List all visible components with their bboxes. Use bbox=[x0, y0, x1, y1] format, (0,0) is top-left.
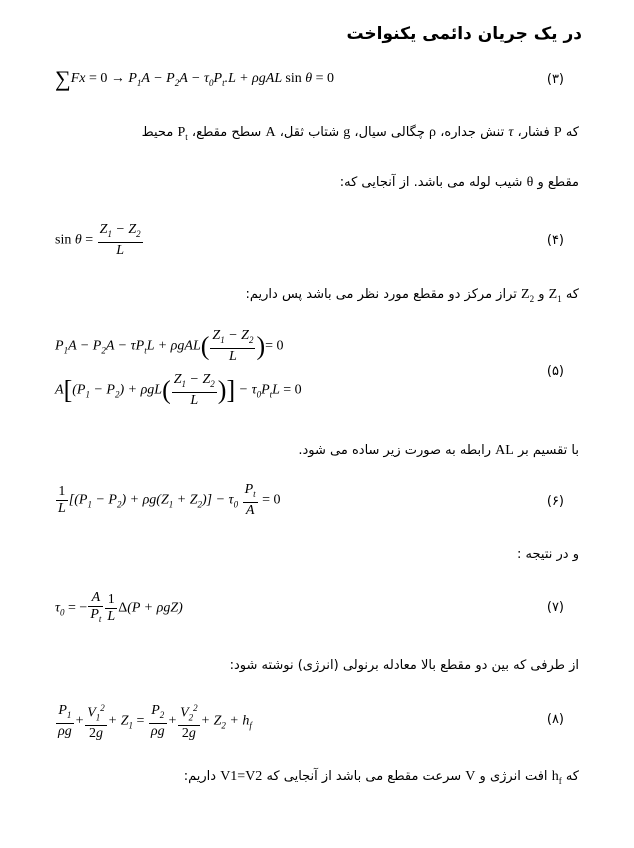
equation-8: $\frac{P_1}{\rho g}$ + $\frac{V_1^2}{2g}$ + $Z_1$ = $\frac{P_2}{\rho g}$ + $\frac{V_2^2}{2g}$ + $Z_2 + h_f$ bbox=[58, 702, 252, 742]
equation-6: $\frac{1}{L}$ $[(P_1 - P_2) + \rho g(Z_1 + Z_2)] - \tau_0$ $\frac{P_t}{A}$ = 0 bbox=[58, 482, 281, 518]
paragraph-slope: مقطع و θ شیب لوله می باشد. از آنجایی که: bbox=[339, 175, 579, 190]
paragraph-divide: با تقسیم بر AL رابطه به صورت زیر ساده می شود. bbox=[298, 443, 579, 458]
equation-3: $\sum Fx = 0 \to P_1A - P_2A - \tau_0P_t.L + \rho gAL$ sin θ = 0 bbox=[55, 66, 335, 91]
equation-number-3: (۳) bbox=[546, 72, 564, 87]
equation-5-line-2: $A[(P_1 - P_2) + \rho gL$( $\frac{Z_1 - Z_2}{L}$ )] − $\tau_0P_tL = 0$ bbox=[55, 372, 302, 408]
paragraph-result: و در نتیجه : bbox=[517, 547, 579, 562]
equation-number-6: (۶) bbox=[546, 494, 564, 509]
equation-number-7: (۷) bbox=[546, 600, 564, 615]
paragraph-elevation: که $Z_1$ و $Z_2$ تراز مرکز دو مقطع مورد نظر می باشد پس داریم: bbox=[245, 287, 579, 304]
paragraph-head-loss: که $h_f$ افت انرژی و V سرعت مقطع می باشد از آنجایی که V1=V2 داریم: bbox=[183, 769, 579, 786]
equation-number-5: (۵) bbox=[546, 364, 564, 379]
section-heading: در یک جریان دائمی یکنواخت bbox=[346, 24, 582, 44]
equation-number-4: (۴) bbox=[546, 233, 564, 248]
equation-5-line-1: $P_1A - P_2A - \tau P_tL + \rho gAL$( $\frac{Z_1 - Z_2}{L}$ )= 0 bbox=[55, 328, 284, 364]
paragraph-variables: که P فشار، τ تنش جداره، ρ چگالی سیال، g شتاب ثقل، A سطح مقطع، $P_t$ محیط bbox=[141, 125, 579, 142]
equation-number-8: (۸) bbox=[546, 712, 564, 727]
equation-7: $\tau_0$ = − $\frac{A}{P_t}$ $\frac{1}{L}$ Δ(P + ρgZ) bbox=[55, 590, 183, 627]
equation-4: sin θ = $\frac{Z_1 - Z_2}{L}$ bbox=[55, 222, 141, 258]
paragraph-bernoulli: از طرفی که بین دو مقطع بالا معادله برنولی (انرژی) نوشته شود: bbox=[229, 658, 579, 673]
